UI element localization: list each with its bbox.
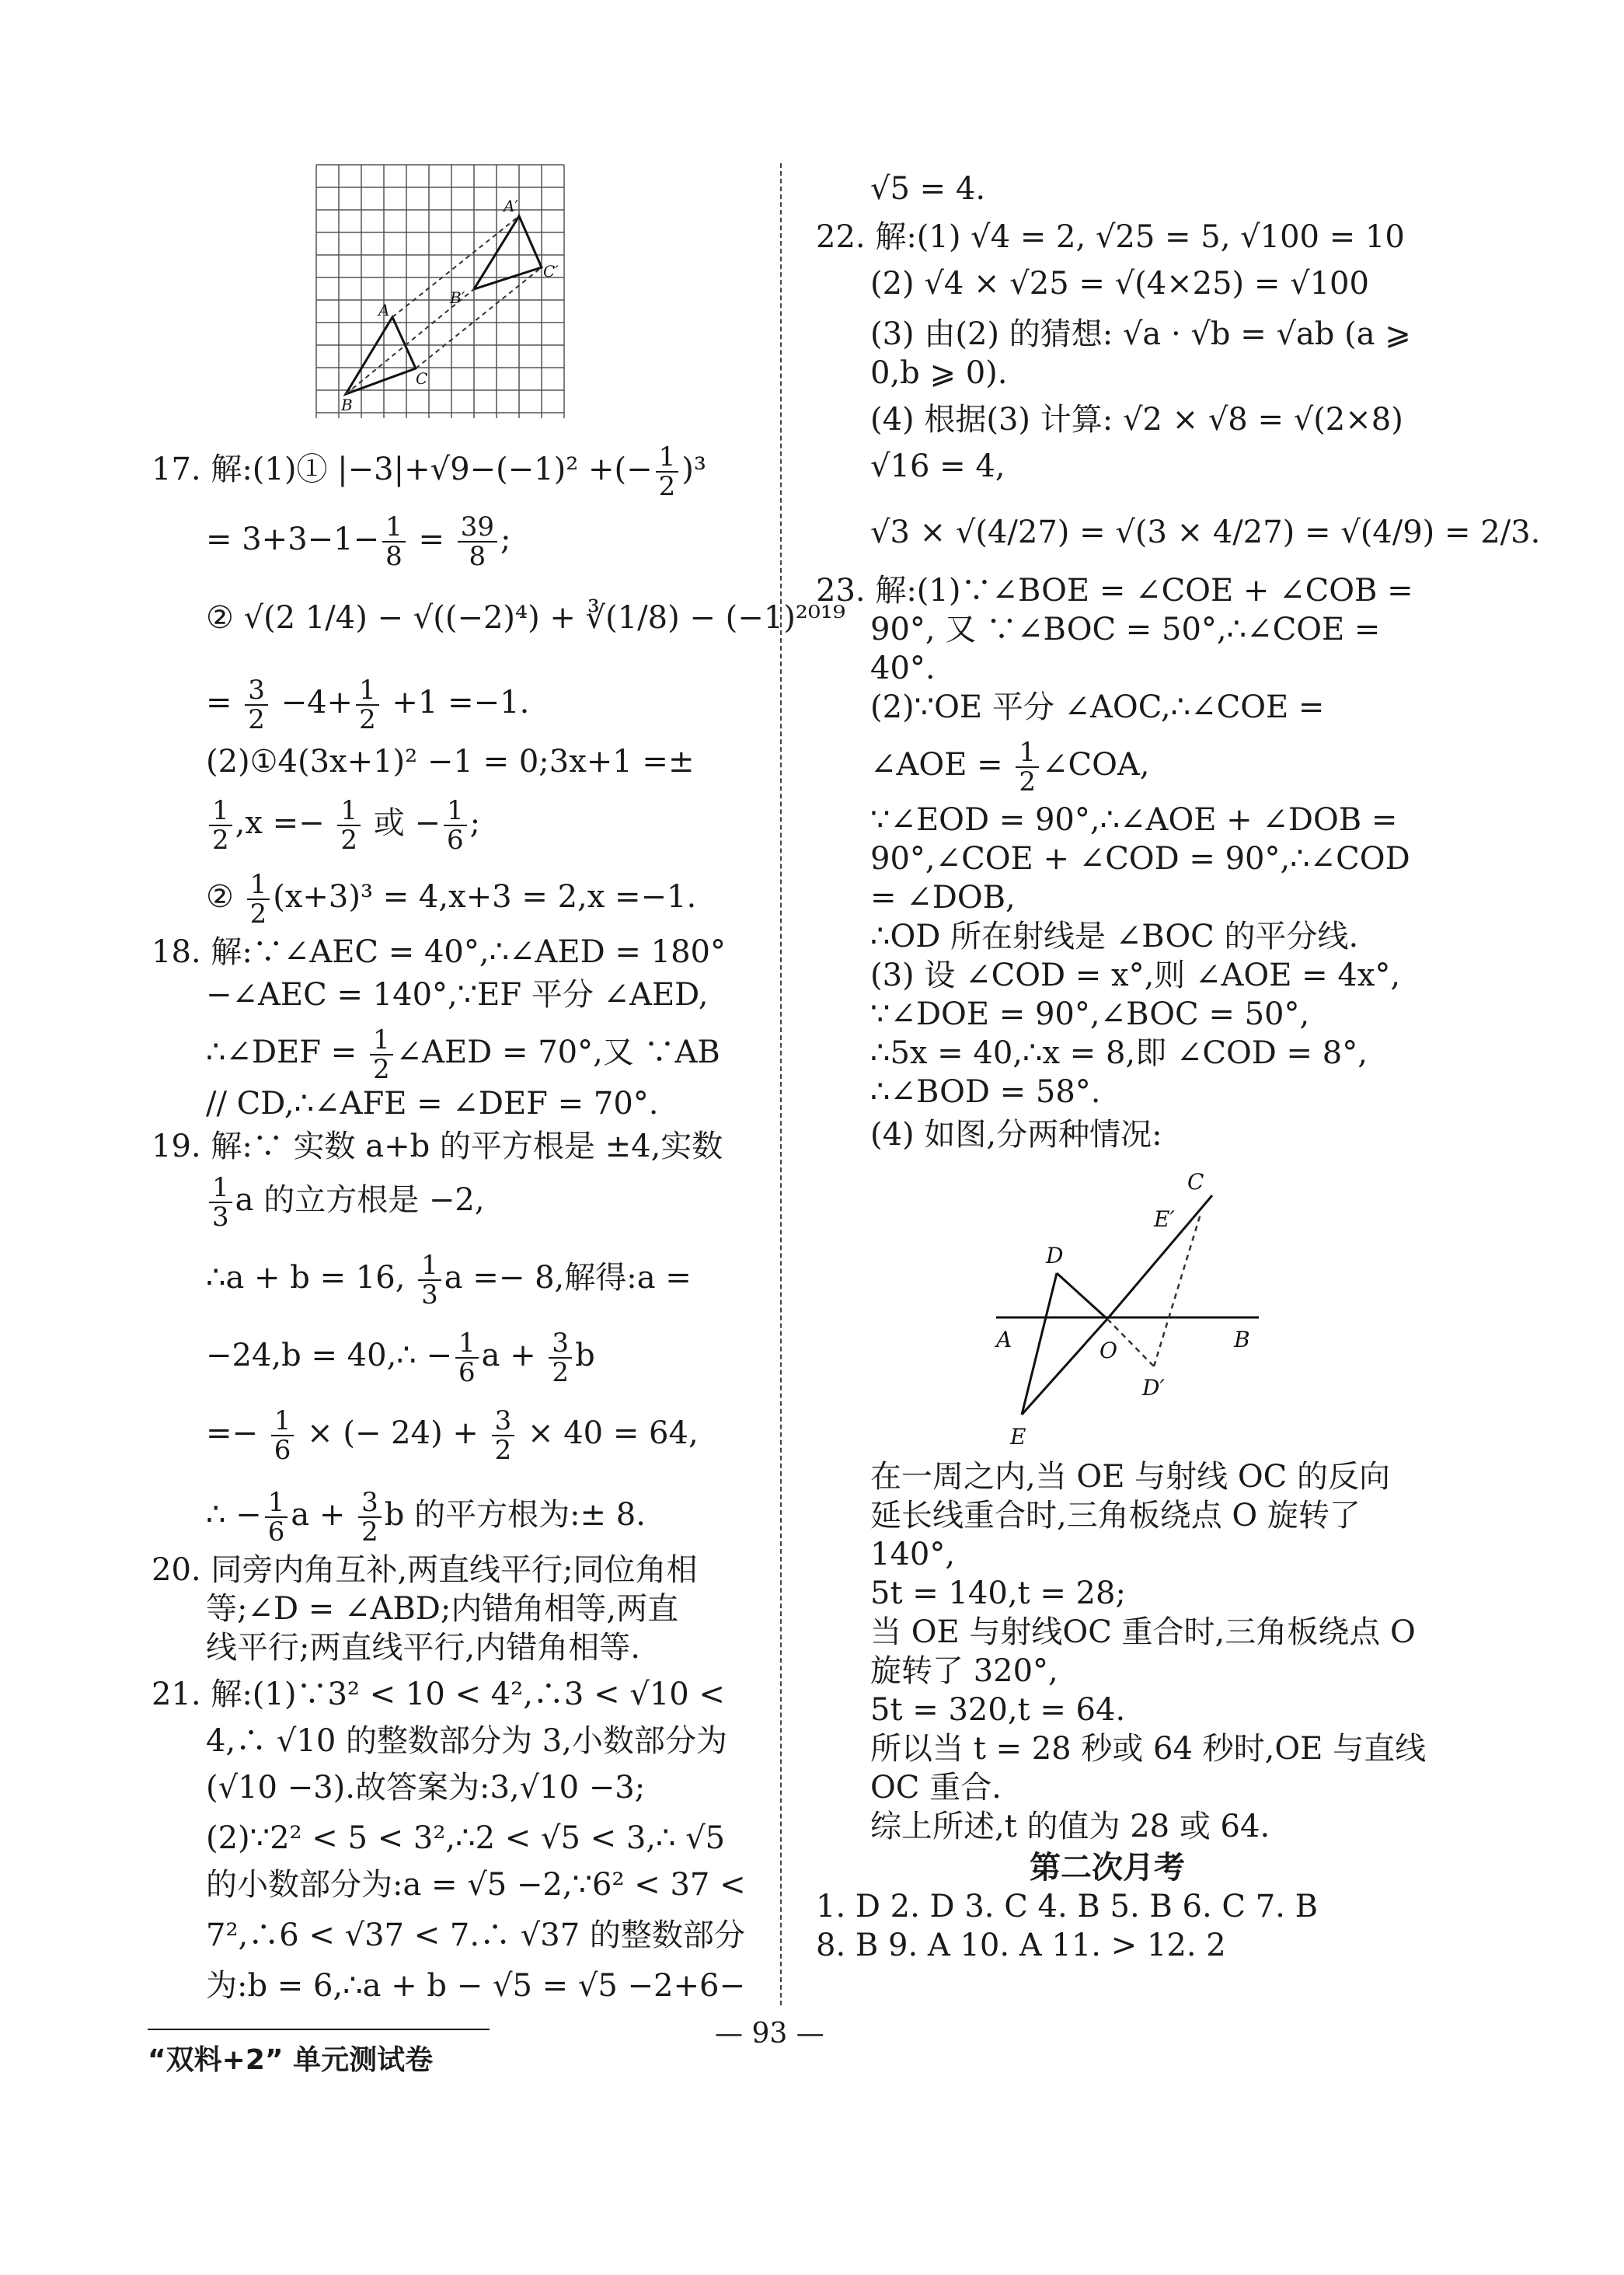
q23-line20: 旋转了 320°, [870,1653,1058,1689]
label-B: B [341,396,353,414]
q23-line19: 当 OE 与射线OC 重合时,三角板绕点 O [870,1614,1416,1650]
column-divider [780,163,782,2005]
q23-line17: 140°, [870,1537,956,1572]
q21-line6: 7²,∴6 < √37 < 7.∴ √37 的整数部分 [206,1917,745,1953]
label-B-prime: B′ [450,288,465,307]
label-C: C [1187,1169,1204,1195]
q21-line7: 为:b = 6,∴a + b − √5 = √5 −2+6− [206,1968,745,2004]
label-C: C [416,369,428,388]
q23-line5: ∠AOE = $\frac{1}{2}$ ∠COA, [870,737,1150,797]
q21-line2: 4,∴ √10 的整数部分为 3,小数部分为 [206,1723,727,1759]
q17-line2: = 3+3−1− $\frac{1}{8}$ = $\frac{39}{8}$ ; [206,511,511,572]
q23-line7: 90°,∠COE + ∠COD = 90°,∴∠COD [870,841,1410,877]
footer-rule [148,2029,490,2030]
q22-line6: √16 = 4, [870,448,1005,484]
q23-line9: ∴OD 所在射线是 ∠BOC 的平分线. [870,919,1359,954]
q23-line2: 90°, 又 ∵∠BOC = 50°,∴∠COE = [870,612,1381,647]
q17-line5: (2)①4(3x+1)² −1 = 0;3x+1 =± [206,744,695,780]
q23-line23: OC 重合. [870,1770,1002,1806]
q21-line3: (√10 −3).故答案为:3,√10 −3; [206,1770,646,1806]
q21-line1: 21. 解:(1)∵3² < 10 < 4²,∴3 < √10 < [152,1677,725,1712]
q23-line8: = ∠DOB, [870,880,1016,916]
q17-line7: ② $\frac{1}{2}$ (x+3)³ = 4,x+3 = 2,x =−1. [206,869,697,930]
label-C-prime: C′ [543,262,559,281]
q23-line18: 5t = 140,t = 28; [870,1575,1126,1611]
q23-line4: (2)∵OE 平分 ∠AOC,∴∠COE = [870,689,1325,725]
q20-line1: 20. 同旁内角互补,两直线平行;同位角相 [152,1552,698,1588]
label-A-prime: A′ [504,197,518,215]
q17-line6: $\frac{1}{2}$ ,x =− $\frac{1}{2}$ 或 − $\frac{1}{6}$ ; [206,797,480,854]
q19-line3: ∴a + b = 16, $\frac{1}{3}$ a =− 8,解得:a = [206,1250,692,1310]
q20-line3: 线平行;两直线平行,内错角相等. [206,1630,640,1666]
q23-line12: ∴5x = 40,∴x = 8,即 ∠COD = 8°, [870,1035,1368,1071]
q23-line6: ∵∠EOD = 90°,∴∠AOE + ∠DOB = [870,802,1398,838]
angle-rotation-figure [979,1158,1290,1453]
q23-line15: 在一周之内,当 OE 与射线 OC 的反向 [870,1459,1390,1495]
label-E-prime: E′ [1154,1206,1175,1232]
q23-line16: 延长线重合时,三角板绕点 O 旋转了 [870,1498,1361,1534]
q18-line2: −∠AEC = 140°,∵EF 平分 ∠AED, [206,977,709,1013]
footer-title: “双料+2” 单元测试卷 [148,2044,434,2076]
q23-line24: 综上所述,t 的值为 28 或 64. [870,1809,1270,1844]
label-D: D [1046,1243,1064,1268]
q18-line1: 18. 解:∵∠AEC = 40°,∴∠AED = 180° [152,934,726,970]
label-B: B [1234,1327,1250,1352]
label-E: E [1010,1424,1026,1450]
q22-line1: 22. 解:(1) √4 = 2, √25 = 5, √100 = 10 [816,219,1405,255]
label-A: A [378,301,390,319]
q19-line2: $\frac{1}{3}$ a 的立方根是 −2, [206,1174,485,1231]
q23-line3: 40°. [870,651,936,686]
q21-line4: (2)∵2² < 5 < 3²,∴2 < √5 < 3,∴ √5 [206,1820,726,1856]
q17-line4: = $\frac{3}{2}$ −4+ $\frac{1}{2}$ +1 =−1. [206,675,530,735]
q22-line2: (2) √4 × √25 = √(4×25) = √100 [870,266,1369,302]
q22-line7: √3 × √(4/27) = √(3 × 4/27) = √(4/9) = 2/3. [870,515,1541,550]
q22-line5: (4) 根据(3) 计算: √2 × √8 = √(2×8) [870,402,1403,438]
q23-line13: ∴∠BOD = 58°. [870,1074,1101,1110]
q17-line1: 17. 解:(1)① |−3|+√9−(−1)² +(− $\frac{1}{2}$ )³ [152,441,706,502]
q23-line10: (3) 设 ∠COD = x°,则 ∠AOE = 4x°, [870,958,1401,993]
q23-line11: ∵∠DOE = 90°,∠BOC = 50°, [870,996,1310,1032]
q22-line3: (3) 由(2) 的猜想: √a · √b = √ab (a ⩾ [870,316,1411,352]
q19-line6: ∴ − $\frac{1}{6}$ a + $\frac{3}{2}$ b 的平方根为:± 8. [206,1487,646,1547]
label-A: A [996,1327,1012,1352]
q21-line5: 的小数部分为:a = √5 −2,∵6² < 37 < [206,1867,746,1903]
section-title: 第二次月考 [1030,1850,1185,1886]
q20-line2: 等;∠D = ∠ABD;内错角相等,两直 [206,1591,679,1627]
q19-line5: =− $\frac{1}{6}$ × (− 24) + $\frac{3}{2}$ × 40 = 64, [206,1405,699,1466]
label-O: O [1100,1338,1117,1363]
q19-line4: −24,b = 40,∴ − $\frac{1}{6}$ a + $\frac{3}{2}$ b [206,1328,595,1388]
q18-line4: // CD,∴∠AFE = ∠DEF = 70°. [206,1086,659,1122]
q23-line22: 所以当 t = 28 秒或 64 秒时,OE 与直线 [870,1731,1427,1767]
page-number: — 93 — [715,2018,824,2050]
label-D-prime: D′ [1142,1375,1165,1401]
q17-line3: ② √(2 1/4) − √((−2)⁴) + ∛(1/8) − (−1)²⁰¹⁹ [206,600,845,636]
q23-line14: (4) 如图,分两种情况: [870,1117,1162,1153]
answers-row-2: 8. B 9. A 10. A 11. > 12. 2 [816,1928,1226,1963]
q19-line1: 19. 解:∵ 实数 a+b 的平方根是 ±4,实数 [152,1129,723,1164]
r0-line: √5 = 4. [870,171,986,207]
q23-line1: 23. 解:(1)∵∠BOE = ∠COE + ∠COB = [816,573,1413,609]
answers-row-1: 1. D 2. D 3. C 4. B 5. B 6. C 7. B [816,1889,1318,1924]
translation-grid-figure [315,163,579,420]
q23-line21: 5t = 320,t = 64. [870,1692,1126,1728]
q18-line3: ∴∠DEF = $\frac{1}{2}$ ∠AED = 70°,又 ∵AB [206,1024,720,1085]
q22-line4: 0,b ⩾ 0). [870,355,1008,391]
